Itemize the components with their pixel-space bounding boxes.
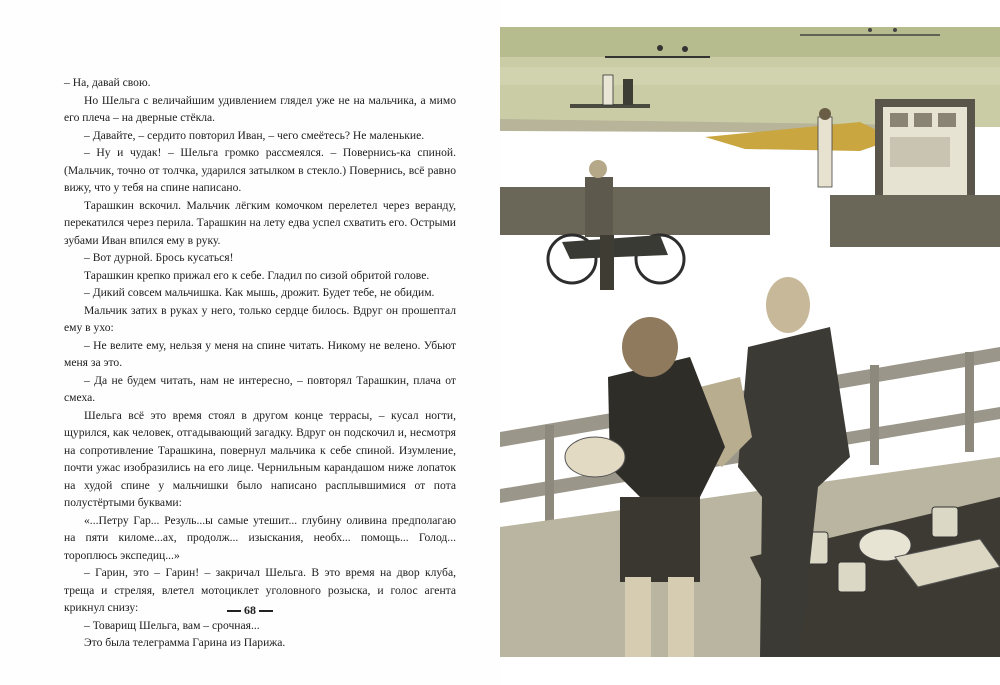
- paragraph: – Дикий совсем мальчишка. Как мышь, дрожит. Будет тебе, не обидим.: [84, 286, 435, 299]
- paragraph: – Не велите ему, нельзя у меня на спине читать. Никому не велено. Убьют меня за это.: [64, 338, 456, 369]
- paragraph: Это была телеграмма Гарина из Парижа.: [84, 636, 286, 649]
- paragraph: Мальчик затих в руках у него, только сердце билось. Вдруг он прошептал ему в ухо:: [64, 303, 456, 334]
- text-block: [64, 74, 456, 652]
- page-number-value: 68: [244, 603, 256, 617]
- paragraph: – На, давай свою.: [64, 76, 151, 89]
- paragraph: – Ну и чудак! – Шельга громко рассмеялся. – Повернись-ка спиной. (Мальчик, точно от толчка, ударился затылком в стекло.) Повернись, всё равно вижу, что у тебя на спине написано.: [64, 146, 456, 194]
- page-number: [0, 603, 500, 618]
- notice-item: [890, 113, 908, 127]
- paragraph: Тарашкин вскочил. Мальчик лёгким комочком перелетел через веранду, перекатился через перила. Тарашкин на лету едва успел схватить его. Острыми зубами Иван впился ему в руку.: [64, 198, 456, 247]
- rower: [657, 45, 663, 51]
- man-left-leg: [668, 577, 694, 657]
- paragraph: – Да не будем читать, нам не интересно, – повторял Тарашкин, плача от смеха.: [64, 373, 456, 404]
- paragraph: «...Петру Гар... Резуль...ы самые утешит... глубину оливина предполагаю на пяти киломе...ах, продолж... изыскания, необх... помощь... Голод... тороплюсь экспедиц...»: [64, 513, 456, 562]
- cup: [838, 562, 866, 592]
- railing-post: [965, 352, 974, 452]
- paragraph: – Вот дурной. Брось кусаться!: [84, 251, 234, 264]
- man-left-head: [622, 317, 678, 377]
- paragraph: – Гарин, это – Гарин! – закричал Шельга. В это время на двор клуба, треща и стреляя, влетел мотоциклет уголовного розыска, и голос агента крикнул снизу:: [64, 566, 456, 614]
- man-left-shorts: [620, 497, 700, 582]
- rower: [868, 28, 872, 32]
- walking-man: [818, 117, 832, 187]
- paragraph: Но Шельга с величайшим удивлением глядел уже не на мальчика, а мимо его плеча – на дверные стёкла.: [64, 93, 456, 124]
- water-band-light: [500, 67, 1000, 85]
- rower: [893, 28, 897, 32]
- page-number-dash-left: [227, 610, 241, 612]
- person-sitting: [623, 79, 633, 105]
- water-band: [500, 27, 1000, 57]
- railing-post: [545, 425, 554, 525]
- person-sitting: [603, 75, 613, 105]
- motorcyclist: [585, 177, 613, 237]
- paragraph: Тарашкин крепко прижал его к себе. Гладил по сизой обритой голове.: [84, 268, 430, 282]
- illustration-icon: [500, 27, 1000, 657]
- cup: [932, 507, 958, 537]
- hat: [565, 437, 625, 477]
- page-number-dash-right: [259, 610, 273, 612]
- walking-man-head: [819, 108, 831, 120]
- fence-right: [830, 195, 1000, 247]
- illustration: [500, 27, 1000, 657]
- railing-post: [870, 365, 879, 465]
- motorcyclist-legs: [600, 235, 614, 290]
- man-left-leg: [625, 577, 651, 657]
- rower: [682, 46, 688, 52]
- paragraph: Шельга всё это время стоял в другом конце террасы, – кусал ногти, щурился, как человек, отгадывающий загадку. Вдруг он подскочил и, несмотря на сопротивление Тарашкина, повернул мальчика к себе спиной. Изумление, почти ужас изобразились на его лице. Чернильным карандашом ниже лопаток на худой спине у мальчишки было написано расплывшимися от пота полустёртыми буквами:: [64, 408, 456, 509]
- notice-item: [938, 113, 956, 127]
- notice-item: [890, 137, 950, 167]
- fence-left: [500, 187, 770, 235]
- motorcycle-body: [562, 235, 668, 259]
- paragraph: – Давайте, – сердито повторил Иван, – чего смеётесь? Не маленькие.: [84, 128, 425, 142]
- paragraph: – Товарищ Шельга, вам – срочная...: [84, 618, 260, 632]
- motorcyclist-head: [589, 160, 607, 178]
- notice-item: [914, 113, 932, 127]
- man-right-head: [766, 277, 810, 333]
